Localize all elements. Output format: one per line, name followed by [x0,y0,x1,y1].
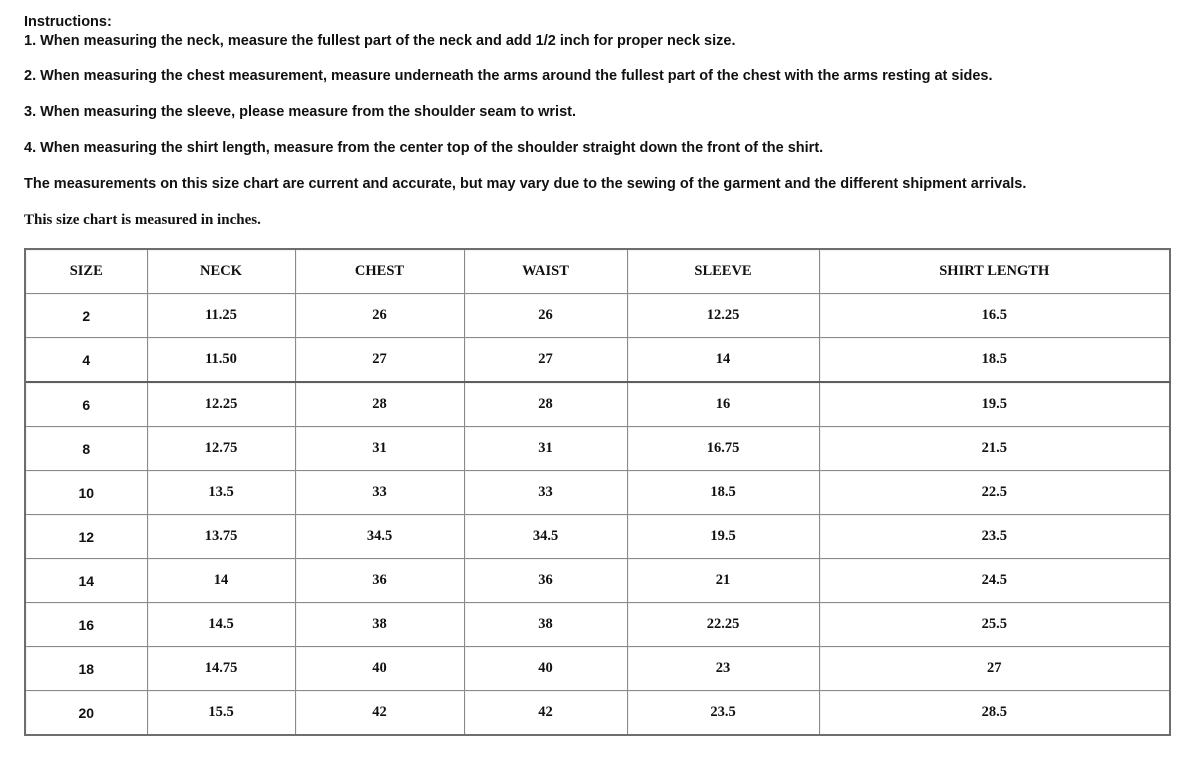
cell-sleeve: 16 [627,382,819,427]
cell-waist: 27 [464,338,627,383]
cell-sleeve: 12.25 [627,294,819,338]
cell-chest: 36 [295,559,464,603]
cell-sleeve: 23 [627,647,819,691]
header-neck: NECK [147,249,295,294]
cell-neck: 11.25 [147,294,295,338]
cell-waist: 33 [464,471,627,515]
cell-sleeve: 19.5 [627,515,819,559]
table-body [25,294,1170,736]
header-sleeve: SLEEVE [627,249,819,294]
cell-sleeve: 22.25 [627,603,819,647]
cell-shirt-length: 18.5 [819,338,1170,383]
table-row [25,691,1170,736]
table-row [25,294,1170,338]
cell-neck: 12.25 [147,382,295,427]
cell-size: 10 [25,471,147,515]
cell-chest: 31 [295,427,464,471]
cell-neck: 14.75 [147,647,295,691]
cell-waist: 34.5 [464,515,627,559]
table-row [25,427,1170,471]
cell-sleeve: 16.75 [627,427,819,471]
instruction-step-3: 3. When measuring the sleeve, please measure from the shoulder seam to wrist. [24,104,576,120]
cell-shirt-length: 16.5 [819,294,1170,338]
cell-waist: 28 [464,382,627,427]
cell-size: 6 [25,382,147,427]
table-header-row [25,249,1170,294]
table-row [25,382,1170,427]
cell-neck: 13.5 [147,471,295,515]
cell-waist: 40 [464,647,627,691]
units-note: This size chart is measured in inches. [24,212,261,228]
cell-chest: 38 [295,603,464,647]
cell-shirt-length: 19.5 [819,382,1170,427]
cell-sleeve: 14 [627,338,819,383]
cell-neck: 14.5 [147,603,295,647]
instruction-step-4: 4. When measuring the shirt length, measure from the center top of the shoulder straight down the front of the shirt. [24,140,824,156]
cell-size: 16 [25,603,147,647]
cell-shirt-length: 24.5 [819,559,1170,603]
header-shirt-length: SHIRT LENGTH [819,249,1170,294]
table-row [25,471,1170,515]
cell-size: 12 [25,515,147,559]
cell-size: 18 [25,647,147,691]
table-row [25,647,1170,691]
cell-shirt-length: 27 [819,647,1170,691]
instruction-step-2: 2. When measuring the chest measurement, measure underneath the arms around the fullest part of the chest with the arms resting at sides. [24,68,993,84]
header-size: SIZE [25,249,147,294]
cell-shirt-length: 23.5 [819,515,1170,559]
table-row [25,559,1170,603]
cell-chest: 26 [295,294,464,338]
cell-sleeve: 18.5 [627,471,819,515]
cell-waist: 42 [464,691,627,736]
cell-size: 8 [25,427,147,471]
cell-sleeve: 23.5 [627,691,819,736]
cell-neck: 13.75 [147,515,295,559]
cell-neck: 14 [147,559,295,603]
cell-shirt-length: 25.5 [819,603,1170,647]
header-waist: WAIST [464,249,627,294]
cell-waist: 36 [464,559,627,603]
cell-waist: 38 [464,603,627,647]
cell-size: 4 [25,338,147,383]
cell-chest: 28 [295,382,464,427]
cell-chest: 42 [295,691,464,736]
measurement-disclaimer: The measurements on this size chart are current and accurate, but may vary due to the sewing of the garment and the different shipment arrivals. [24,176,1027,192]
table-row [25,338,1170,383]
cell-size: 2 [25,294,147,338]
cell-shirt-length: 21.5 [819,427,1170,471]
cell-sleeve: 21 [627,559,819,603]
cell-chest: 40 [295,647,464,691]
instruction-step-1: 1. When measuring the neck, measure the fullest part of the neck and add 1/2 inch for proper neck size. [24,33,736,49]
table-row [25,603,1170,647]
cell-neck: 11.50 [147,338,295,383]
cell-neck: 12.75 [147,427,295,471]
cell-chest: 27 [295,338,464,383]
cell-waist: 26 [464,294,627,338]
cell-waist: 31 [464,427,627,471]
table-row [25,515,1170,559]
cell-chest: 34.5 [295,515,464,559]
cell-shirt-length: 22.5 [819,471,1170,515]
size-chart-table [24,248,1171,736]
instructions-heading: Instructions: [24,14,112,30]
cell-chest: 33 [295,471,464,515]
cell-neck: 15.5 [147,691,295,736]
cell-size: 20 [25,691,147,736]
cell-shirt-length: 28.5 [819,691,1170,736]
cell-size: 14 [25,559,147,603]
header-chest: CHEST [295,249,464,294]
